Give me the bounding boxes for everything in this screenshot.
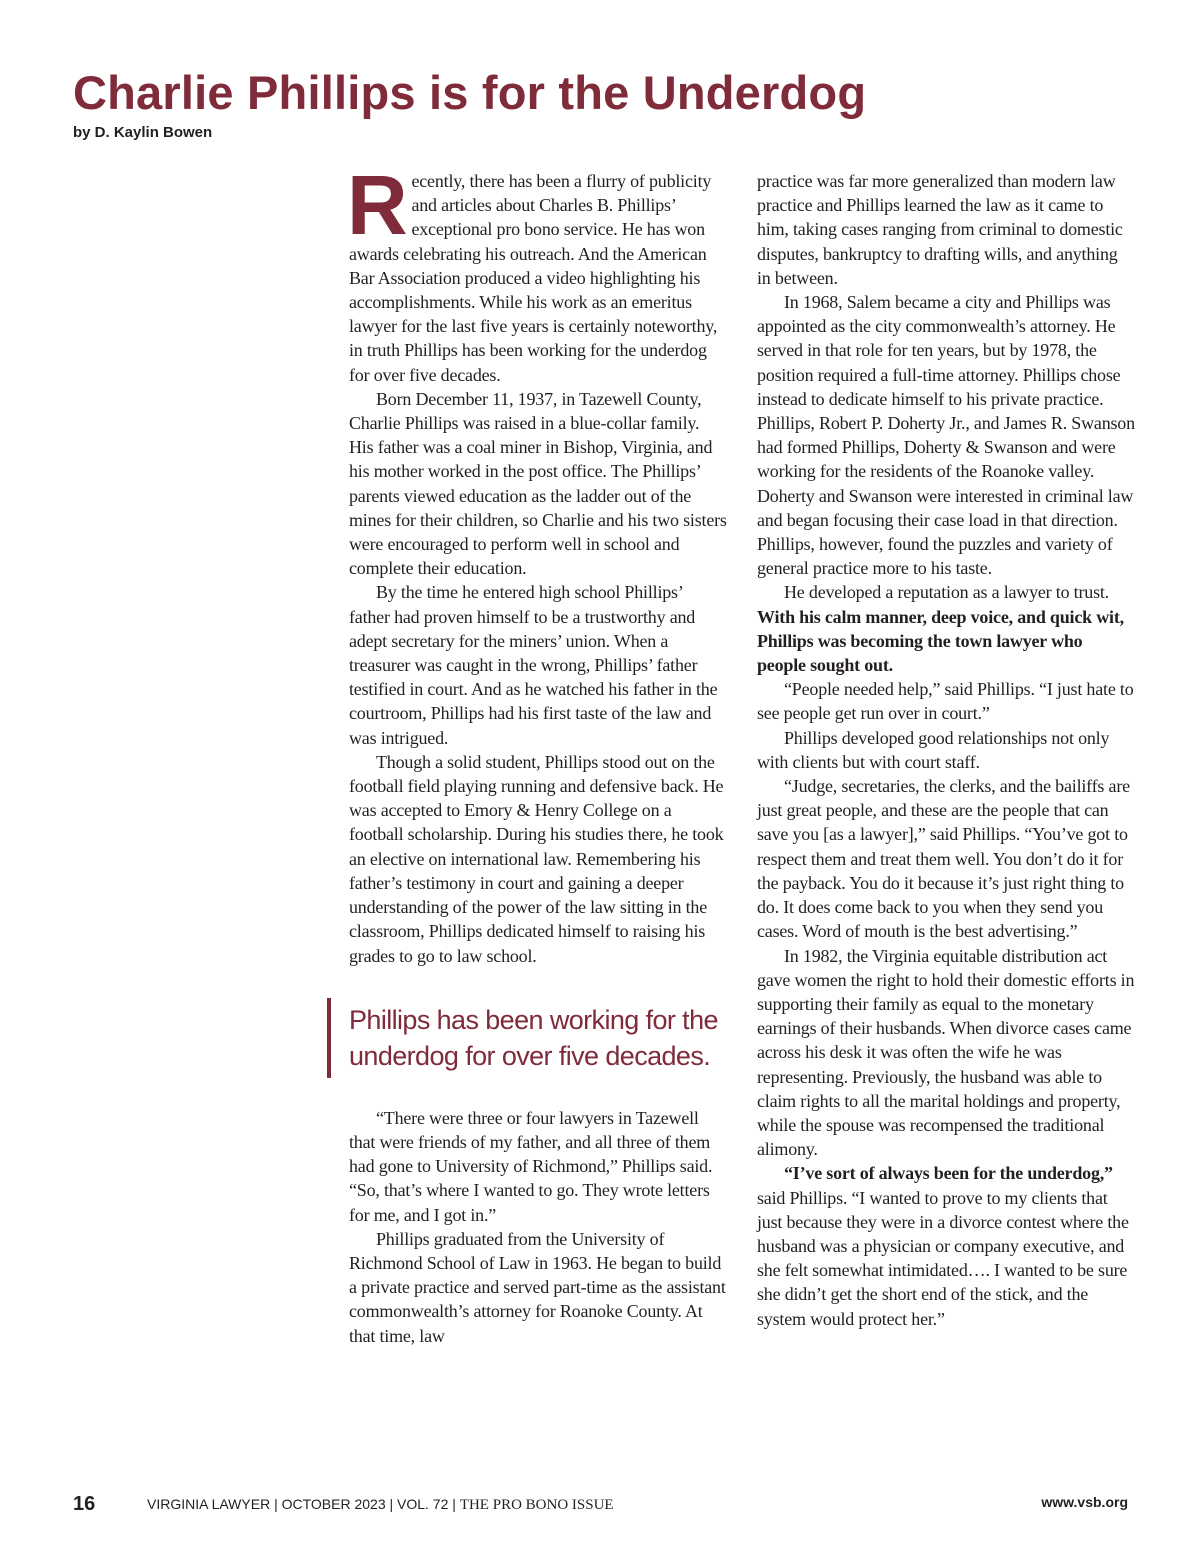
reputation-highlight: With his calm manner, deep voice, and quick wit, Phillips was becoming the town lawyer who people sought out.	[757, 606, 1124, 676]
paragraph-equitable-distribution: In 1982, the Virginia equitable distribution act gave women the right to hold their domestic efforts in supporting their family as equal to the monetary earnings of their husbands. When divorce cases came across his desk it was often the wife he was representing. Previously, the husband was able to claim rights to all the marital holdings and property, while the spouse was recompensed the traditional alimony.	[757, 945, 1135, 1160]
paragraph-reputation	[757, 580, 1135, 677]
article-column-1	[347, 158, 727, 1348]
page-number: 16	[73, 1493, 96, 1515]
underdog-text: said Phillips. “I wanted to prove to my clients that just because they were in a divorce contest where the husband was a physician or company executive, and she felt somewhat intimidated…. I wanted to be sure she didn’t get the short end of the stick, and the system would protect her.”	[757, 1187, 1129, 1329]
underdog-highlight: “I’ve sort of always been for the underdog,”	[784, 1163, 1113, 1184]
publication-name: VIRGINIA LAWYER | OCTOBER 2023 | VOL. 72 |	[147, 1496, 460, 1512]
paragraph-richmond-quote: “There were three or four lawyers in Tazewell that were friends of my father, and all three of them had gone to University of Richmond,” Phillips said. “So, that’s where I wanted to go. They wrote letters for me, and I got in.”	[349, 1107, 713, 1225]
paragraph-relationships: Phillips developed good relationships not only with clients but with court staff.	[757, 727, 1110, 772]
paragraph-birth: Born December 11, 1937, in Tazewell County, Charlie Phillips was raised in a blue-collar family. His father was a coal miner in Bishop, Virginia, and his mother worked in the post office. The Phillips’ parents viewed education as the ladder out of the mines for their children, so Charlie and his two sisters were encouraged to perform well in school and complete their education.	[349, 388, 727, 579]
pull-quote: Phillips has been working for the underdog for over five decades.	[327, 998, 727, 1078]
reputation-text: He developed a reputation as a lawyer to trust.	[784, 582, 1109, 603]
article-column-2	[757, 169, 1135, 1331]
paragraph-graduation: Phillips graduated from the University of Richmond School of Law in 1963. He began to build a private practice and served part-time as the assistant commonwealth’s attorney for Roanoke County. At that time, law	[349, 1228, 726, 1346]
drop-cap: R	[347, 158, 408, 252]
paragraph-practice: practice was far more generalized than modern law practice and Phillips learned the law as it came to him, taking cases ranging from criminal to domestic disputes, bankruptcy to drafting wills, and anything in between.	[757, 171, 1123, 288]
paragraph-salem: In 1968, Salem became a city and Phillips was appointed as the city commonwealth’s attorney. He served in that role for ten years, but by 1978, the position required a full-time attorney. Phillips chose instead to dedicate himself to his private practice. Phillips, Robert P. Doherty Jr., and James R. Swanson had formed Phillips, Doherty & Swanson and were working for the residents of the Roanoke valley. Doherty and Swanson were interested in criminal law and began focusing their case load in that direction. Phillips, however, found the puzzles and variety of general practice more to his taste.	[757, 292, 1135, 579]
byline: by D. Kaylin Bowen	[73, 124, 213, 141]
paragraph-football: Though a solid student, Phillips stood out on the football field playing running and defensive back. He was accepted to Emory & Henry College on a football scholarship. During his studies there, he took an elective on international law. Remembering his father’s testimony in court and gaining a deeper understanding of the power of the law sitting in the classroom, Phillips dedicated himself to raising his grades to go to law school.	[349, 751, 724, 966]
paragraph-high-school: By the time he entered high school Phillips’ father had proven himself to be a trustworthy and adept secretary for the miners’ union. When a treasurer was caught in the wrong, Phillips’ father testified in court. And as he watched his father in the courtroom, Phillips had his first taste of the law and was intrigued.	[349, 582, 718, 748]
page-footer	[73, 1494, 1128, 1516]
paragraph-people-needed-help: “People needed help,” said Phillips. “I just hate to see people get run over in court.”	[757, 679, 1134, 724]
paragraph-court-staff-quote: “Judge, secretaries, the clerks, and the bailiffs are just great people, and these are the people that can save you [as a lawyer],” said Phillips. “You’ve got to respect them and treat them well. You don’t do it for the payback. You do it because it’s just right thing to do. It does come back to you when they send you cases. Word of mouth is the best advertising.”	[757, 776, 1130, 942]
intro-text: ecently, there has been a flurry of publicity and articles about Charles B. Phillips’ exceptional pro bono service. He has won awards celebrating his outreach. And the American Bar Association produced a video highlighting his accomplishments. While his work as an emeritus lawyer for the last five years is certainly noteworthy, in truth Phillips has been working for the underdog for over five decades.	[349, 171, 718, 385]
publication-info	[147, 1496, 614, 1514]
issue-name: THE PRO BONO ISSUE	[459, 1497, 614, 1513]
article-title: Charlie Phillips is for the Underdog	[73, 66, 867, 119]
paragraph-underdog-quote	[757, 1161, 1135, 1330]
paragraph-intro	[347, 158, 727, 387]
website-link[interactable]: www.vsb.org	[1041, 1494, 1128, 1510]
